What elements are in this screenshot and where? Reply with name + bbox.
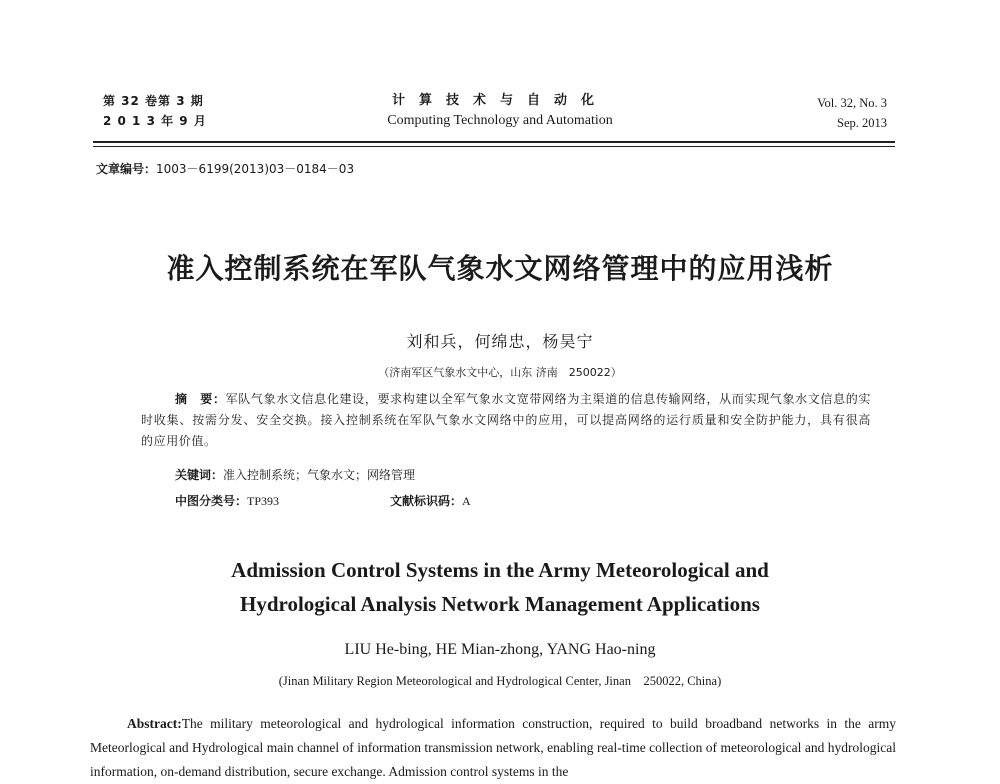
classification-cn-label: 中图分类号：	[175, 494, 248, 508]
header-rule-thin	[93, 146, 895, 147]
keywords-cn-label: 关键词：	[175, 468, 224, 482]
title-en	[0, 553, 1000, 621]
keywords-cn-text: 准入控制系统；气象水文；网络管理	[223, 468, 416, 482]
document-code-cn-value: A	[462, 494, 471, 508]
affiliation-en: (Jinan Military Region Meteorological and Hydrological Center, Jinan 250022, China)	[278, 674, 722, 688]
abstract-cn	[141, 389, 871, 452]
authors-en: LIU He-bing, HE Mian-zhong, YANG Hao-ning	[344, 641, 656, 658]
article-number-value: 1003－6199(2013)03－0184－03	[156, 162, 355, 176]
abstract-cn-label: 摘 要：	[175, 392, 226, 406]
header-volume-info	[103, 91, 207, 131]
abstract-en-label: Abstract:	[127, 716, 182, 731]
volume-cn: 第 32 卷第 3 期	[103, 94, 204, 108]
header-journal	[340, 91, 660, 131]
header-rule-thick	[93, 141, 895, 143]
date-cn: 2 0 1 3 年 9 月	[103, 114, 207, 128]
journal-title-en: Computing Technology and Automation	[387, 113, 613, 128]
classification-cn-value: TP393	[247, 494, 280, 508]
date-en: Sep. 2013	[837, 116, 887, 130]
volume-en: Vol. 32, No. 3	[817, 96, 887, 110]
title-cn: 准入控制系统在军队气象水文网络管理中的应用浅析	[166, 252, 834, 285]
authors-cn: 刘和兵，何绵忠，杨昊宁	[406, 332, 594, 351]
header-volume-en	[817, 93, 887, 133]
article-number-label: 文章编号：	[96, 162, 157, 176]
abstract-en-text: The military meteorological and hydrological information construction, required to build broadband networks in the army Meteorlogical and Hydrological main channel of information transmission network, enabling real-time collection of meteorological and hydrological information, on-demand distribution, secure exchange. Admission control systems in the	[90, 716, 896, 779]
affiliation-cn: （济南军区气象水文中心，山东 济南 250022）	[378, 366, 622, 379]
document-code-cn-label: 文献标识码：	[390, 494, 463, 508]
title-en-line-1: Admission Control Systems in the Army Meteorological and	[231, 558, 769, 582]
keywords-cn	[175, 466, 415, 483]
classification-cn	[175, 492, 279, 509]
document-code-cn	[390, 492, 471, 509]
abstract-cn-text: 军队气象水文信息化建设，要求构建以全军气象水文宽带网络为主渠道的信息传输网络，从而实现气象水文信息的实时收集、按需分发、安全交换。接入控制系统在军队气象水文网络中的应用，可以提高网络的运行质量和安全防护能力，具有很高的应用价值。	[141, 392, 871, 448]
article-number	[96, 160, 354, 177]
journal-title-cn: 计算技术与自动化	[391, 93, 608, 108]
title-en-line-2: Hydrological Analysis Network Management Applications	[240, 592, 760, 616]
abstract-en	[90, 712, 896, 784]
